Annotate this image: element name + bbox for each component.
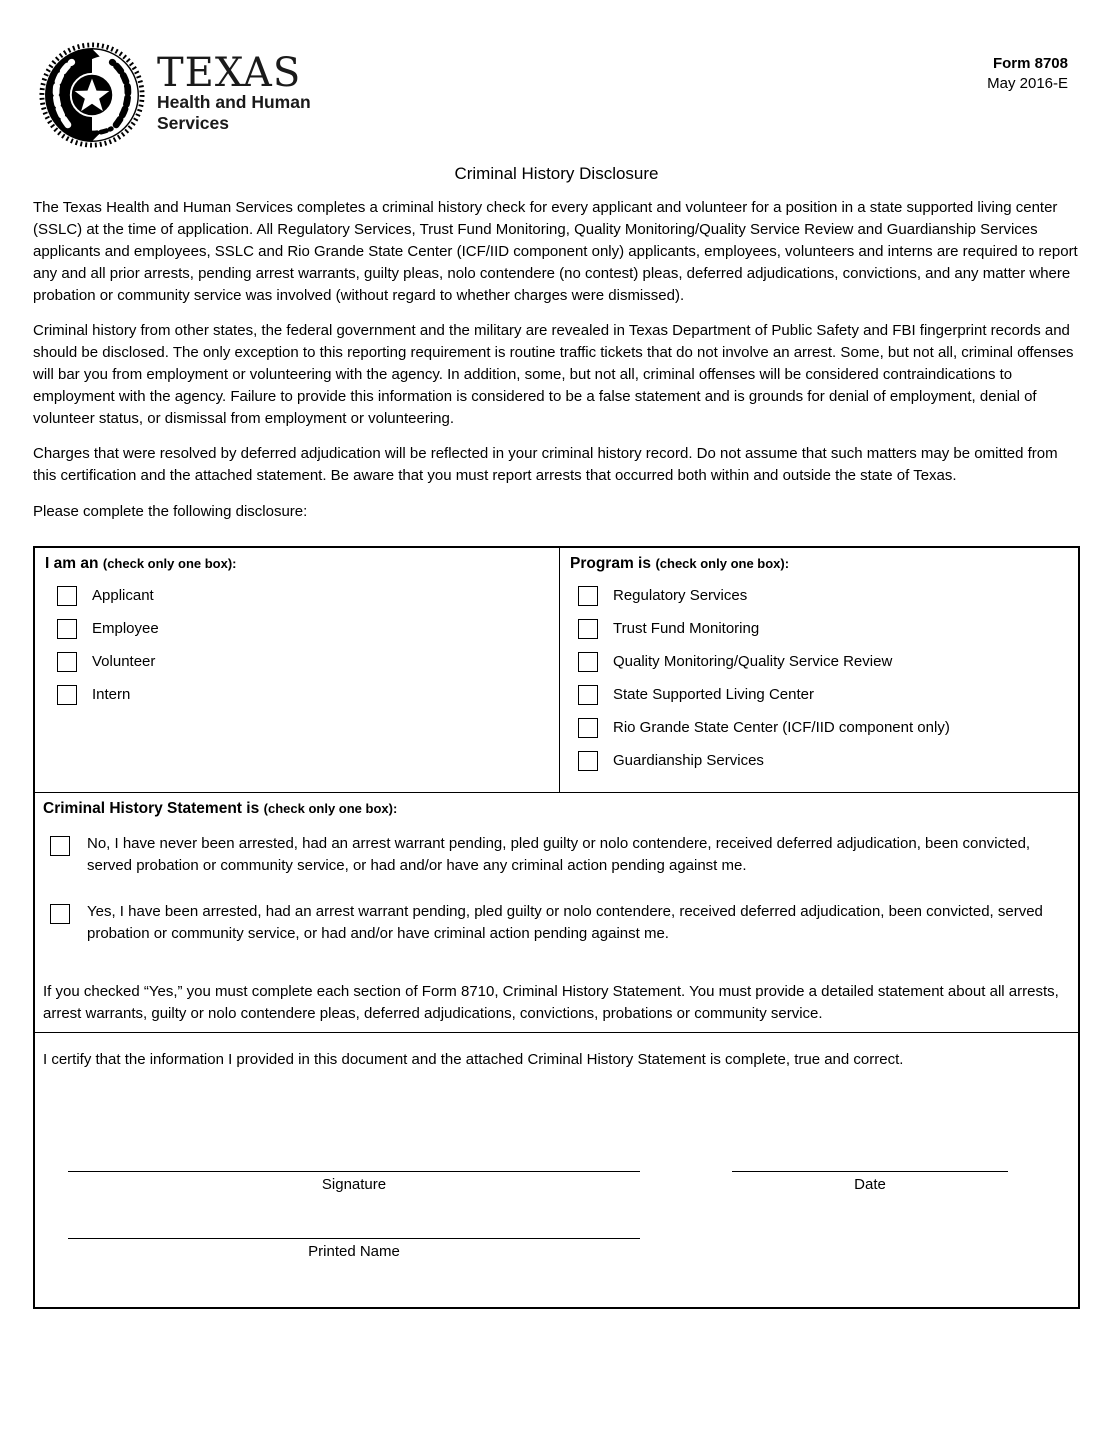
- option-quality-monitoring: [578, 651, 1068, 672]
- option-label: Intern: [92, 686, 131, 703]
- option-state-supported-living-center: [578, 684, 1068, 705]
- texas-state-seal-icon: [39, 42, 145, 148]
- printed-name-line[interactable]: [68, 1238, 640, 1239]
- yes-instructions-note: If you checked “Yes,” you must complete each section of Form 8710, Criminal History Statement. You must provide a detailed statement about all arrests, arrest warrants, guilty or nolo contendere pleas, deferred adjudications, convictions, probations or community service.: [43, 983, 1059, 1022]
- checkbox-trust-fund-monitoring[interactable]: [578, 619, 598, 639]
- intro-paragraph-3: Charges that were resolved by deferred adjudication will be reflected in your criminal history record. Do not assume that such matters may be omitted from this certification and the attached statement. Be aware that you must report arrests that occurred both within and outside the state of Texas.: [33, 445, 1058, 484]
- page-title: Criminal History Disclosure: [454, 164, 659, 183]
- statement-yes-text: Yes, I have been arrested, had an arrest warrant pending, pled guilty or nolo contendere, received deferred adjudication, been convicted, served probation or community service, or had and/or have criminal action pending against me.: [87, 903, 1043, 942]
- certification-text: I certify that the information I provided in this document and the attached Criminal History Statement is complete, true and correct.: [43, 1051, 904, 1068]
- option-label: Trust Fund Monitoring: [613, 620, 760, 637]
- option-trust-fund-monitoring: [578, 618, 1068, 639]
- program-is-hint: (check only one box):: [655, 556, 790, 571]
- certification-section: [35, 1033, 1078, 1307]
- wordmark-texas: TEXAS: [157, 50, 302, 96]
- date-line[interactable]: [732, 1171, 1008, 1172]
- i-am-an-section: [35, 548, 560, 792]
- checkbox-statement-yes[interactable]: [50, 904, 70, 924]
- option-label: Quality Monitoring/Quality Service Review: [613, 653, 893, 670]
- i-am-an-header: [45, 555, 549, 573]
- statement-option-no: [50, 833, 1070, 877]
- printed-name-label: Printed Name: [308, 1243, 400, 1260]
- signature-label: Signature: [321, 1176, 387, 1193]
- signature-line[interactable]: [68, 1171, 640, 1172]
- option-employee: [57, 618, 549, 639]
- checkbox-guardianship-services[interactable]: [578, 751, 598, 771]
- printed-name-row: [43, 1238, 1070, 1260]
- statement-option-yes: [50, 901, 1070, 945]
- option-label: State Supported Living Center: [613, 686, 814, 703]
- wordmark-line3: Services: [157, 113, 230, 133]
- checkbox-rio-grande-state-center[interactable]: [578, 718, 598, 738]
- role-and-program-row: [35, 548, 1078, 793]
- statement-header: [43, 800, 1070, 818]
- signature-field[interactable]: [68, 1171, 640, 1193]
- form-meta: [987, 42, 1080, 94]
- option-applicant: [57, 585, 549, 606]
- form-revision-date: May 2016-E: [987, 75, 1068, 92]
- option-intern: [57, 684, 549, 705]
- option-label: Volunteer: [92, 653, 156, 670]
- printed-name-field[interactable]: [68, 1238, 640, 1260]
- checkbox-regulatory-services[interactable]: [578, 586, 598, 606]
- option-label: Rio Grande State Center (ICF/IID component only): [613, 719, 950, 736]
- criminal-history-statement-section: [35, 793, 1078, 1033]
- option-volunteer: [57, 651, 549, 672]
- program-is-section: [560, 548, 1078, 792]
- checkbox-employee[interactable]: [57, 619, 77, 639]
- texas-hhs-brand: [33, 42, 311, 148]
- signature-date-row: [43, 1171, 1070, 1193]
- date-field[interactable]: [732, 1171, 1008, 1193]
- option-rio-grande-state-center: [578, 717, 1068, 738]
- option-label: Applicant: [92, 587, 154, 604]
- option-guardianship-services: [578, 750, 1068, 771]
- option-label: Regulatory Services: [613, 587, 748, 604]
- option-label: Guardianship Services: [613, 752, 764, 769]
- intro-paragraph-2: Criminal history from other states, the federal government and the military are revealed in Texas Department of Public Safety and FBI fingerprint records and should be disclosed. The only exception to this reporting requirement is routine traffic tickets that do not involve an arrest. Some, but not all, criminal offenses will bar you from employment or volunteering with the agency. In addition, some, but not all, criminal offenses will be considered contraindications to employment with the agency. Failure to provide this information is considered to be a false statement and is grounds for denial of employment, denial of volunteer status, or dismissal from employment or volunteering.: [33, 322, 1074, 427]
- checkbox-volunteer[interactable]: [57, 652, 77, 672]
- program-is-header: [570, 555, 1068, 573]
- i-am-an-label: I am an: [45, 555, 99, 572]
- form-header: [33, 42, 1080, 154]
- statement-no-text: No, I have never been arrested, had an arrest warrant pending, pled guilty or nolo contendere, received deferred adjudication, been convicted, served probation or community service, or had and/or have any criminal action pending against me.: [87, 835, 1031, 874]
- checkbox-quality-monitoring[interactable]: [578, 652, 598, 672]
- intro-paragraph-1: The Texas Health and Human Services completes a criminal history check for every applicant and volunteer for a position in a state supported living center (SSLC) at the time of application. All Regulatory Services, Trust Fund Monitoring, Quality Monitoring/Quality Service Review and Guardianship Services applicants and employees, SSLC and Rio Grande State Center (ICF/IID component only) applicants, employees, volunteers and interns are required to report any and all prior arrests, pending arrest warrants, guilty pleas, nolo contendere (no contest) pleas, deferred adjudications, convictions, and any matter where probation or community service was involved (without regard to whether charges were dismissed).: [33, 199, 1078, 304]
- statement-label: Criminal History Statement is: [43, 800, 260, 817]
- agency-wordmark: [157, 42, 311, 134]
- program-is-label: Program is: [570, 555, 651, 572]
- checkbox-statement-no[interactable]: [50, 836, 70, 856]
- form-number: Form 8708: [992, 55, 1068, 72]
- date-label: Date: [854, 1176, 886, 1193]
- option-regulatory-services: [578, 585, 1068, 606]
- statement-hint: (check only one box):: [263, 801, 398, 816]
- i-am-an-hint: (check only one box):: [102, 556, 237, 571]
- checkbox-applicant[interactable]: [57, 586, 77, 606]
- checkbox-state-supported-living-center[interactable]: [578, 685, 598, 705]
- disclosure-table: [33, 546, 1080, 1309]
- checkbox-intern[interactable]: [57, 685, 77, 705]
- option-label: Employee: [92, 620, 159, 637]
- wordmark-line2: Health and Human: [157, 92, 311, 112]
- instruction-text: Please complete the following disclosure:: [33, 503, 308, 520]
